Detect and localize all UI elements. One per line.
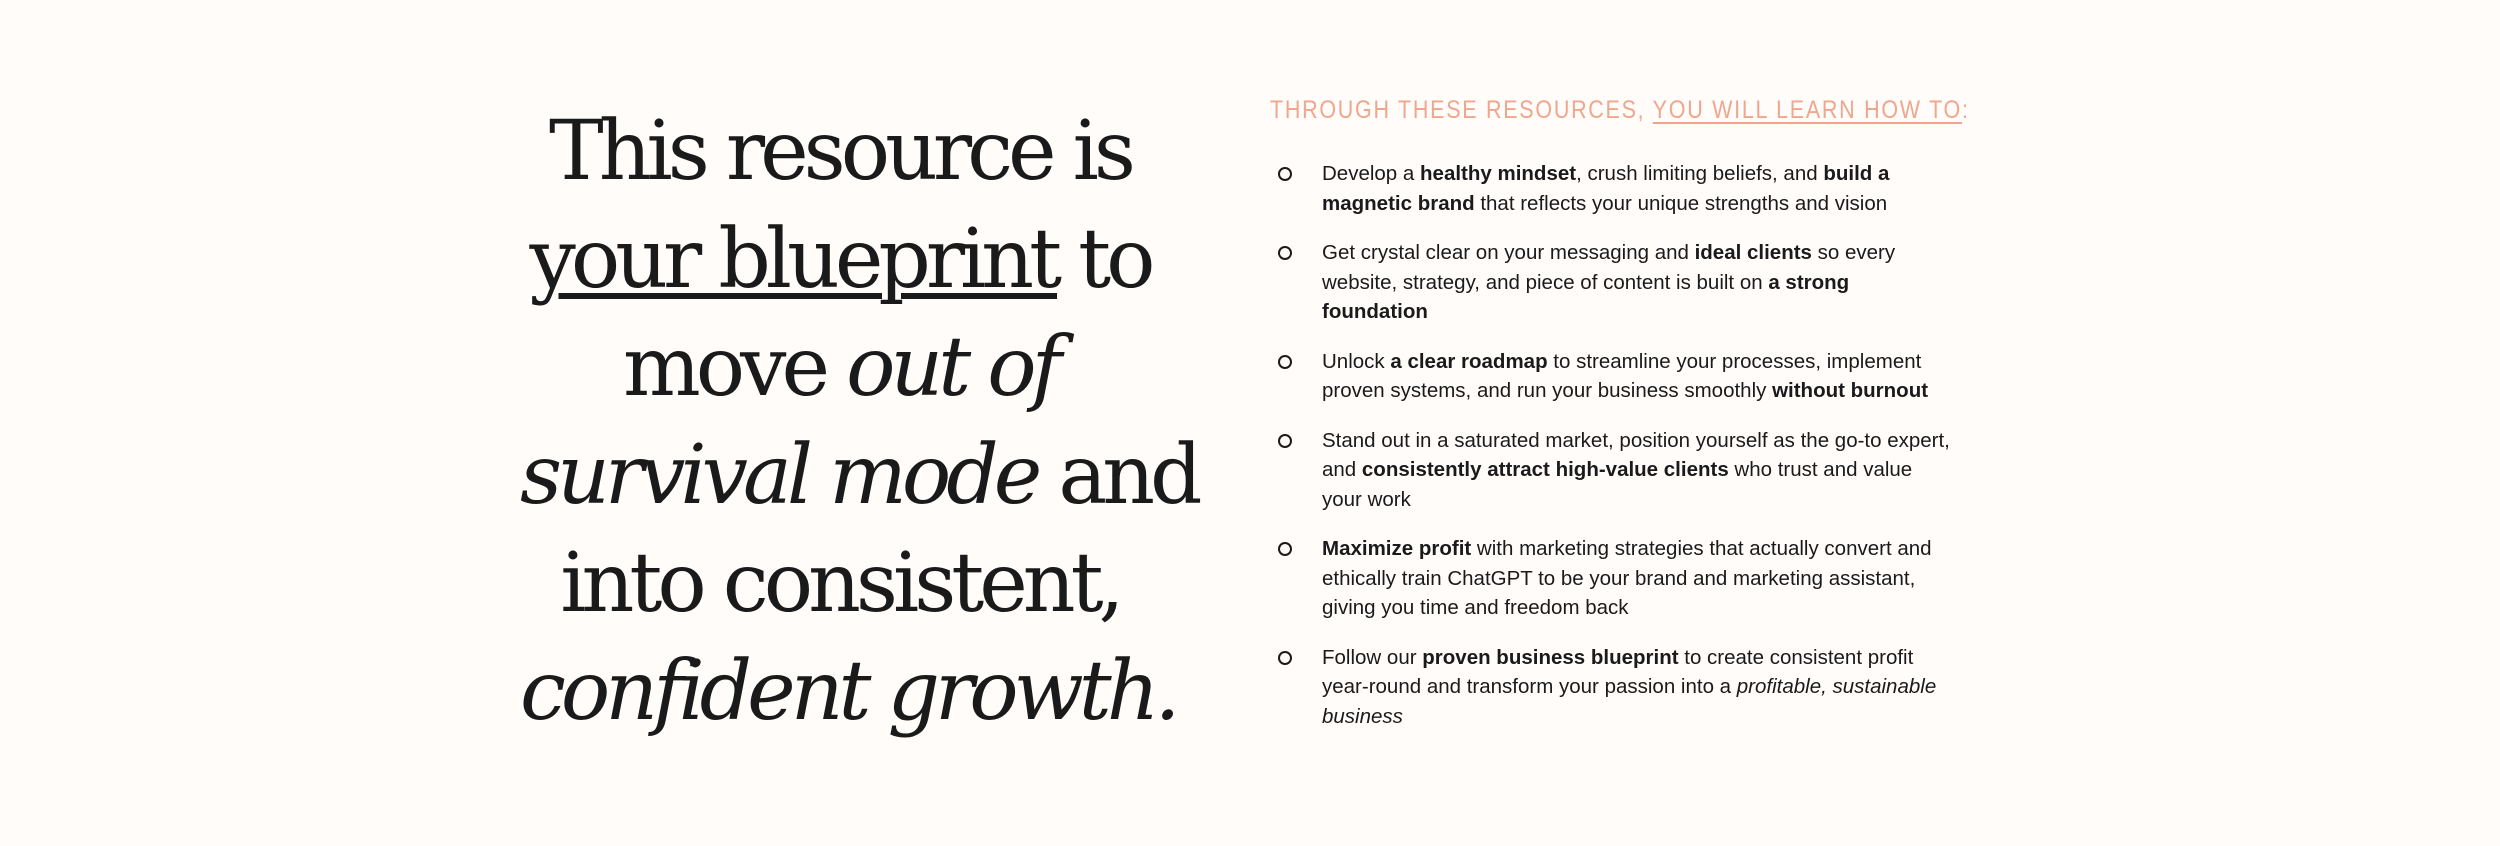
headline-italic-text: survival mode: [520, 428, 1038, 523]
headline-text: and: [1037, 428, 1198, 523]
list-item: [1270, 534, 1950, 623]
headline-text: to: [1057, 212, 1151, 307]
headline-italic-text: out of: [846, 320, 1057, 415]
eyebrow-prefix: THROUGH THESE RESOURCES,: [1270, 96, 1653, 124]
eyebrow-underlined: YOU WILL LEARN HOW TO: [1652, 96, 1962, 124]
list-item: [1270, 238, 1950, 327]
list-item: [1270, 347, 1950, 406]
item-bold: a clear roadmap: [1390, 349, 1548, 373]
benefits-list: [1270, 159, 1950, 731]
item-text: , crush limiting beliefs, and: [1576, 162, 1824, 185]
benefits-section: [1270, 96, 1970, 751]
item-text: Get crystal clear on your messaging and: [1322, 241, 1695, 264]
list-item: [1270, 643, 1950, 732]
item-text: to streamline your processes, implement proven systems, and run your business smoothly: [1322, 349, 1922, 402]
list-item: [1270, 159, 1950, 218]
circle-bullet-icon: [1278, 167, 1292, 181]
item-text: to create consistent profit year-round and transform your passion into a: [1322, 645, 1914, 698]
circle-bullet-icon: [1278, 542, 1292, 556]
headline-line-6: [520, 638, 1176, 746]
headline-italic-text: confident growth.: [520, 644, 1176, 739]
circle-bullet-icon: [1278, 246, 1292, 260]
circle-bullet-icon: [1278, 355, 1292, 369]
item-text: Unlock: [1322, 349, 1391, 373]
headline-text: This resource is: [549, 104, 1131, 199]
item-bold: without burnout: [1772, 379, 1929, 402]
item-italic: profitable, sustainable business: [1322, 675, 1937, 728]
item-bold: consistently attract high-value clients: [1361, 458, 1729, 481]
item-text: Follow our: [1322, 645, 1423, 669]
item-bold: build a magnetic brand: [1322, 162, 1890, 215]
headline-line-5: [520, 530, 1160, 638]
headline-underlined-blueprint: your blueprint: [529, 212, 1058, 307]
item-text: who trust and value your work: [1322, 458, 1913, 511]
item-text: Stand out in a saturated market, position yourself as the go-to expert, and: [1322, 428, 1950, 481]
item-bold: ideal clients: [1694, 241, 1812, 264]
headline-line-1: [520, 98, 1160, 206]
item-bold: proven business blueprint: [1422, 645, 1679, 669]
section-eyebrow: [1270, 96, 1970, 125]
item-bold: healthy mindset: [1420, 162, 1577, 185]
eyebrow-suffix: :: [1961, 96, 1970, 124]
headline-line-4: [520, 422, 1198, 530]
item-text: with marketing strategies that actually convert and ethically train ChatGPT to be your brand and marketing assistant, giving you time and freedom back: [1322, 537, 1932, 619]
item-bold: a strong foundation: [1322, 270, 1850, 323]
headline-line-2: [520, 206, 1160, 314]
item-text: Develop a: [1322, 162, 1421, 185]
headline-line-3: [520, 314, 1160, 422]
headline-text: into consistent,: [560, 536, 1120, 631]
circle-bullet-icon: [1278, 651, 1292, 665]
item-text: so every website, strategy, and piece of content is built on: [1322, 241, 1896, 294]
list-item: [1270, 426, 1950, 515]
circle-bullet-icon: [1278, 434, 1292, 448]
headline-text: move: [623, 320, 847, 415]
item-text: that reflects your unique strengths and vision: [1474, 191, 1888, 215]
headline: [520, 98, 1198, 746]
item-bold: Maximize profit: [1322, 537, 1472, 560]
